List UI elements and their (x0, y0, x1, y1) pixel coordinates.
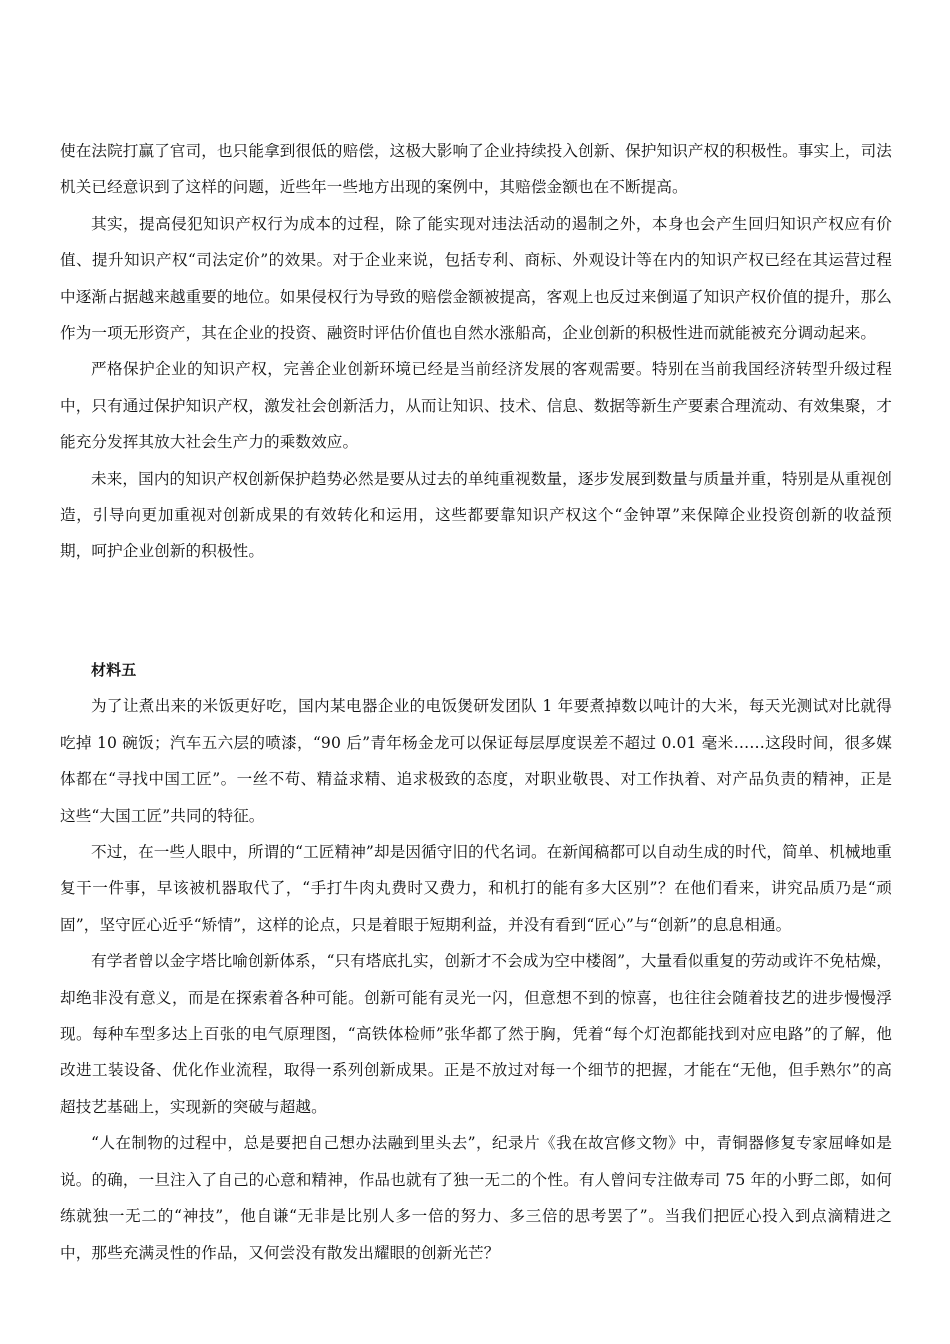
section-heading: 材料五 (91, 661, 137, 679)
intellectual-property-section (60, 133, 892, 570)
paragraph-continued: 使在法院打赢了官司，也只能拿到很低的赔偿，这极大影响了企业持续投入创新、保护知识产权的积极性。事实上，司法机关已经意识到了这样的问题，近些年一些地方出现的案例中，其赔偿金额也在不断提高。 (60, 142, 892, 197)
material-five-section (60, 652, 892, 1271)
paragraph: 为了让煮出来的米饭更好吃，国内某电器企业的电饭煲研发团队 1 年要煮掉数以吨计的大米，每天光测试对比就得吃掉 10 碗饭；汽车五六层的喷漆，“90 后”青年杨金龙可以保证每层厚度误差不超过 0.01 毫米……这段时间，很多媒体都在“寻找中国工匠”。一丝不苟、精益求精、追求极致的态度，对职业敬畏、对工作执着、对产品负责的精神，正是这些“大国工匠”共同的特征。 (60, 697, 892, 825)
paragraph: 未来，国内的知识产权创新保护趋势必然是要从过去的单纯重视数量，逐步发展到数量与质量并重，特别是从重视创造，引导向更加重视对创新成果的有效转化和运用，这些都要靠知识产权这个“金钟罩”来保障企业投资创新的收益预期，呵护企业创新的积极性。 (60, 469, 892, 561)
paragraph: 严格保护企业的知识产权，完善企业创新环境已经是当前经济发展的客观需要。特别在当前我国经济转型升级过程中，只有通过保护知识产权，激发社会创新活力，从而让知识、技术、信息、数据等新生产要素合理流动、有效集聚，才能充分发挥其放大社会生产力的乘数效应。 (60, 360, 892, 452)
paragraph: “人在制物的过程中，总是要把自己想办法融到里头去”，纪录片《我在故宫修文物》中，青铜器修复专家屈峰如是说。的确，一旦注入了自己的心意和精神，作品也就有了独一无二的个性。有人曾问专注做寿司 75 年的小野二郎，如何练就独一无二的“神技”，他自谦“无非是比别人多一倍的努力、多三倍的思考罢了”。当我们把匠心投入到点滴精进之中，那些充满灵性的作品，又何尝没有散发出耀眼的创新光芒？ (60, 1134, 892, 1262)
paragraph: 其实，提高侵犯知识产权行为成本的过程，除了能实现对违法活动的遏制之外，本身也会产生回归知识产权应有价值、提升知识产权“司法定价”的效果。对于企业来说，包括专利、商标、外观设计等在内的知识产权已经在其运营过程中逐渐占据越来越重要的地位。如果侵权行为导致的赔偿金额被提高，客观上也反过来倒逼了知识产权价值的提升，那么作为一项无形资产，其在企业的投资、融资时评估价值也自然水涨船高，企业创新的积极性进而就能被充分调动起来。 (60, 214, 892, 343)
paragraph: 不过，在一些人眼中，所谓的“工匠精神”却是因循守旧的代名词。在新闻稿都可以自动生成的时代，简单、机械地重复干一件事，早该被机器取代了，“手打牛肉丸费时又费力，和机打的能有多大区别”？在他们看来，讲究品质乃是“顽固”，坚守匠心近乎“矫情”，这样的论点，只是着眼于短期利益，并没有看到“匠心”与“创新”的息息相通。 (60, 843, 892, 934)
paragraph: 有学者曾以金字塔比喻创新体系，“只有塔底扎实，创新才不会成为空中楼阁”，大量看似重复的劳动或许不免枯燥，却绝非没有意义，而是在探索着各种可能。创新可能有灵光一闪，但意想不到的惊喜，也往往会随着技艺的进步慢慢浮现。每种车型多达上百张的电气原理图，“高铁体检师”张华都了然于胸，凭着“每个灯泡都能找到对应电路”的了解，他改进工装设备、优化作业流程，取得一系列创新成果。正是不放过对每一个细节的把握，才能在“无他，但手熟尔”的高超技艺基础上，实现新的突破与超越。 (60, 952, 892, 1116)
